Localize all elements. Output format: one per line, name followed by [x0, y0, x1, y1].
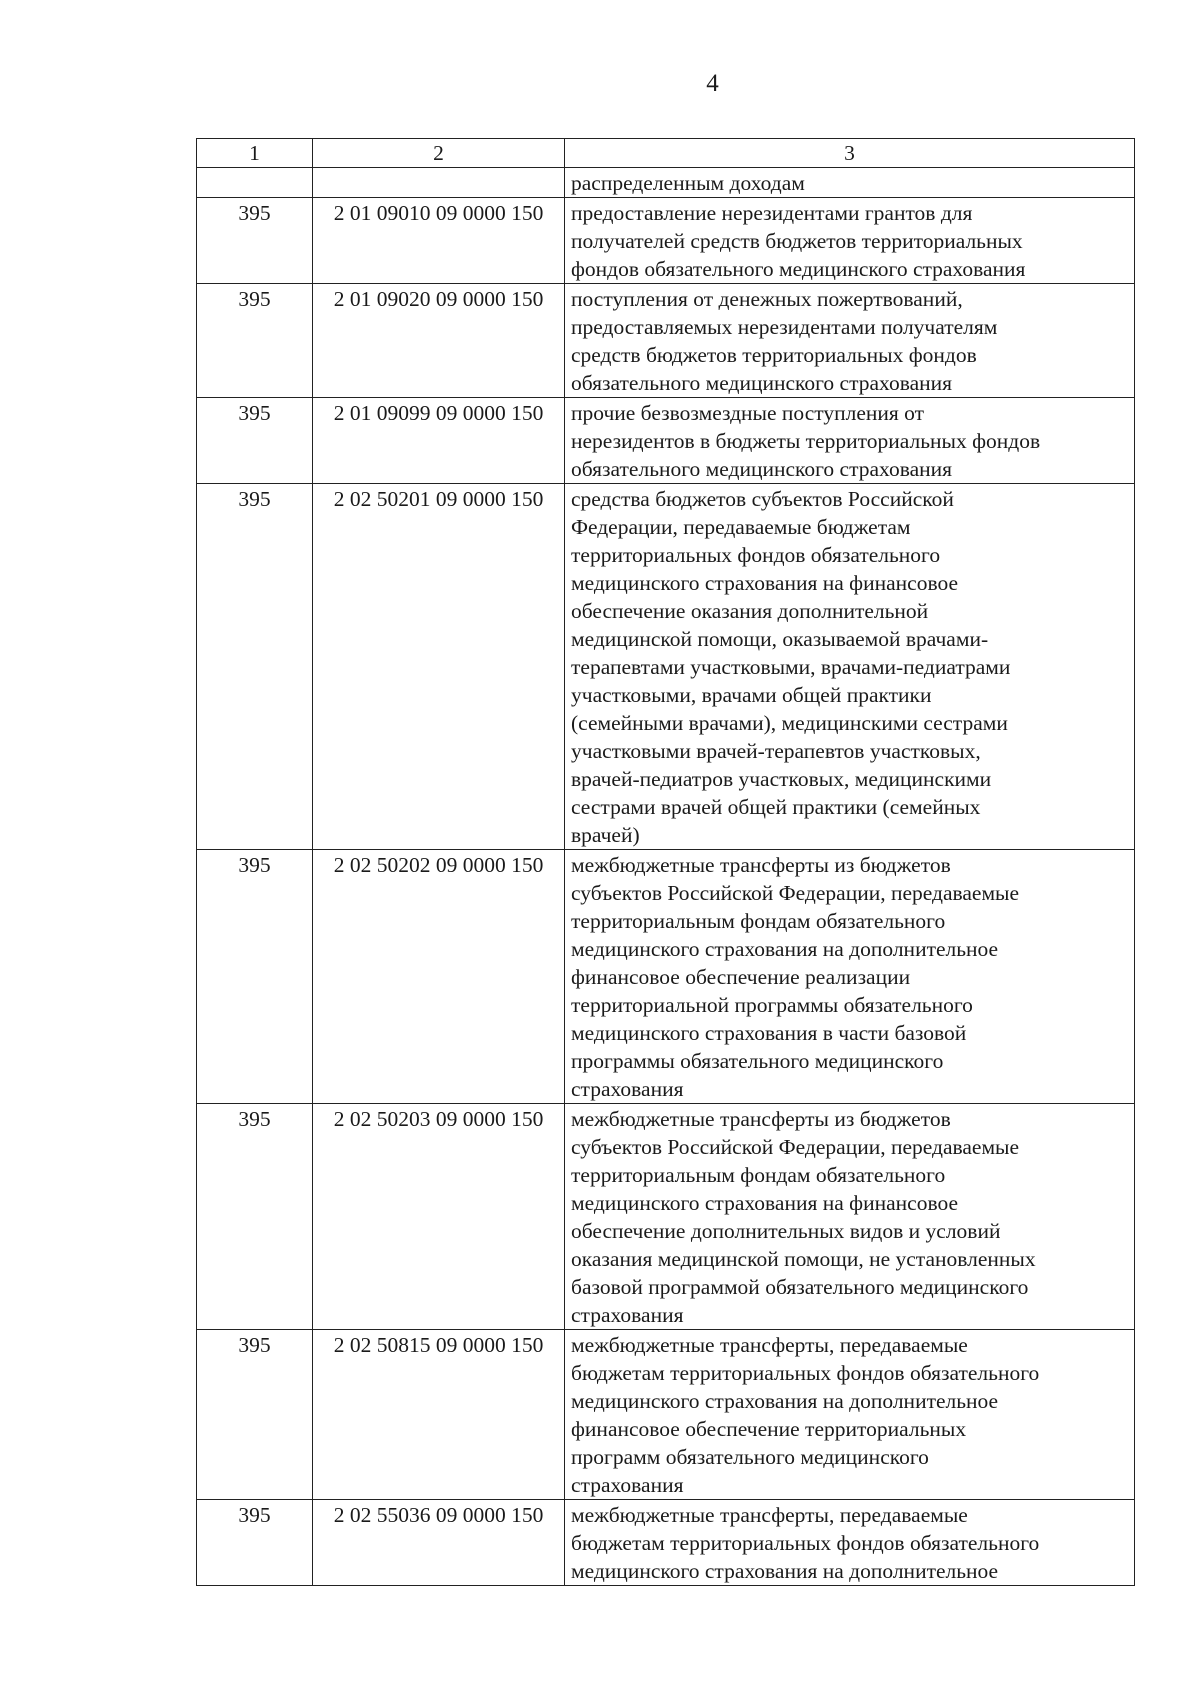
- admin-code-cell: 395: [197, 484, 313, 850]
- budget-code-cell: 2 01 09099 09 0000 150: [313, 398, 565, 484]
- table-row: [197, 398, 1135, 484]
- admin-code-cell: [197, 168, 313, 198]
- description-cell: распределенным доходам: [565, 168, 1135, 198]
- budget-code-cell: 2 02 50202 09 0000 150: [313, 850, 565, 1104]
- page-number: 4: [706, 70, 719, 97]
- column-header-3: 3: [565, 139, 1135, 168]
- table-row: [197, 198, 1135, 284]
- description-cell: прочие безвозмездные поступления от нерезидентов в бюджеты территориальных фондов обязательного медицинского страхования: [565, 398, 1135, 484]
- admin-code-cell: 395: [197, 1500, 313, 1586]
- budget-code-cell: 2 01 09020 09 0000 150: [313, 284, 565, 398]
- admin-code-cell: 395: [197, 198, 313, 284]
- budget-code-cell: 2 02 50815 09 0000 150: [313, 1330, 565, 1500]
- table-header-row: [197, 139, 1135, 168]
- budget-code-cell: 2 02 50201 09 0000 150: [313, 484, 565, 850]
- description-cell: межбюджетные трансферты из бюджетов субъектов Российской Федерации, передаваемые территориальным фондам обязательного медицинского страхования на финансовое обеспечение дополнительных видов и условий оказания медицинской помощи, не установленных базовой программой обязательного медицинского страхования: [565, 1104, 1135, 1330]
- description-cell: межбюджетные трансферты, передаваемые бюджетам территориальных фондов обязательного медицинского страхования на дополнительное финансовое обеспечение территориальных программ обязательного медицинского страхования: [565, 1330, 1135, 1500]
- column-header-2: 2: [313, 139, 565, 168]
- table-row: [197, 850, 1135, 1104]
- admin-code-cell: 395: [197, 398, 313, 484]
- description-cell: средства бюджетов субъектов Российской Федерации, передаваемые бюджетам территориальных фондов обязательного медицинского страхования на финансовое обеспечение оказания дополнительной медицинской помощи, оказываемой врачами- терапевтами участковыми, врачами-педиатрами участковыми, врачами общей практики (семейными врачами), медицинскими сестрами участковыми врачей-терапевтов участковых, врачей-педиатров участковых, медицинскими сестрами врачей общей практики (семейных врачей): [565, 484, 1135, 850]
- admin-code-cell: 395: [197, 1330, 313, 1500]
- table-row: [197, 1330, 1135, 1500]
- description-cell: поступления от денежных пожертвований, предоставляемых нерезидентами получателям средств бюджетов территориальных фондов обязательного медицинского страхования: [565, 284, 1135, 398]
- admin-code-cell: 395: [197, 1104, 313, 1330]
- budget-code-table: [196, 138, 1135, 1586]
- table-row: [197, 1500, 1135, 1586]
- table-row: [197, 484, 1135, 850]
- budget-code-cell: [313, 168, 565, 198]
- description-cell: предоставление нерезидентами грантов для получателей средств бюджетов территориальных фондов обязательного медицинского страхования: [565, 198, 1135, 284]
- table-row: [197, 284, 1135, 398]
- description-cell: межбюджетные трансферты из бюджетов субъектов Российской Федерации, передаваемые территориальным фондам обязательного медицинского страхования на дополнительное финансовое обеспечение реализации территориальной программы обязательного медицинского страхования в части базовой программы обязательного медицинского страхования: [565, 850, 1135, 1104]
- budget-code-cell: 2 01 09010 09 0000 150: [313, 198, 565, 284]
- admin-code-cell: 395: [197, 284, 313, 398]
- budget-code-cell: 2 02 55036 09 0000 150: [313, 1500, 565, 1586]
- description-cell: межбюджетные трансферты, передаваемые бюджетам территориальных фондов обязательного медицинского страхования на дополнительное: [565, 1500, 1135, 1586]
- budget-code-cell: 2 02 50203 09 0000 150: [313, 1104, 565, 1330]
- admin-code-cell: 395: [197, 850, 313, 1104]
- column-header-1: 1: [197, 139, 313, 168]
- table-row: [197, 168, 1135, 198]
- table-row: [197, 1104, 1135, 1330]
